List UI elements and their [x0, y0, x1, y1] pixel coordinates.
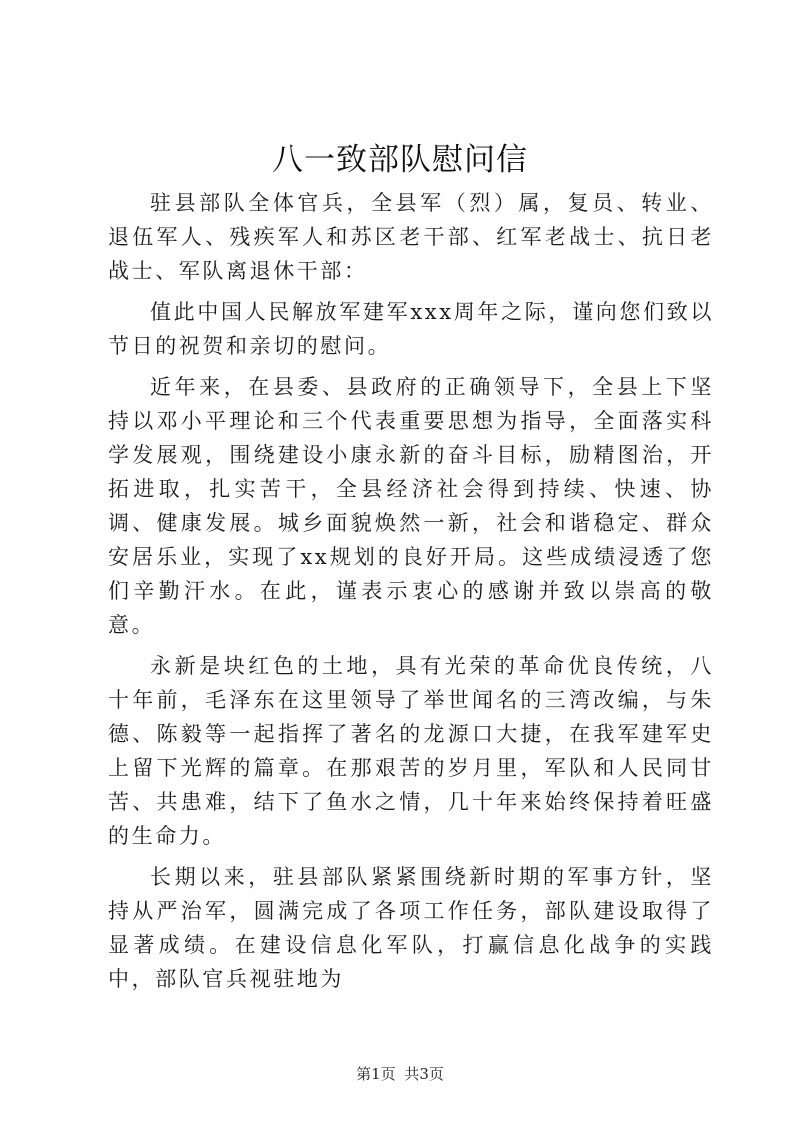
paragraph-history: 永新是块红色的土地，具有光荣的革命优良传统，八十年前，毛泽东在这里领导了举世闻名的三湾改编，与朱德、陈毅等一起指挥了著名的龙源口大捷，在我军建军史上留下光辉的篇章。在那艰苦的岁月里，军队和人民同甘苦、共患难，结下了鱼水之情，几十年来始终保持着旺盛的生命力。	[108, 654, 714, 848]
page-title: 八一致部队慰问信	[272, 142, 528, 178]
paragraph-achievements: 近年来，在县委、县政府的正确领导下，全县上下坚持以邓小平理论和三个代表重要思想为指导，全面落实科学发展观，围绕建设小康永新的奋斗目标，励精图治，开拓进取，扎实苦干，全县经济社会得到持续、快速、协调、健康发展。城乡面貌焕然一新，社会和谐稳定、群众安居乐业，实现了xx规划的良好开局。这些成绩浸透了您们辛勤汗水。在此，谨表示衷心的感谢并致以崇高的敬意。	[108, 375, 714, 637]
page-number: 第1页	[356, 1065, 396, 1083]
page-footer	[0, 1064, 800, 1084]
paragraph-troops: 长期以来，驻县部队紧紧围绕新时期的军事方针，坚持从严治军，圆满完成了各项工作任务，部队建设取得了显著成绩。在建设信息化军队，打赢信息化战争的实践中，部队官兵视驻地为	[108, 865, 714, 991]
paragraph-salutation: 驻县部队全体官兵，全县军（烈）属，复员、转业、退伍军人、残疾军人和苏区老干部、红军老战士、抗日老战士、军队离退休干部：	[108, 191, 714, 283]
page-total: 共3页	[404, 1065, 444, 1083]
paragraph-greeting: 值此中国人民解放军建军xxx周年之际，谨向您们致以节日的祝贺和亲切的慰问。	[108, 300, 714, 358]
letter-body	[108, 186, 714, 1003]
